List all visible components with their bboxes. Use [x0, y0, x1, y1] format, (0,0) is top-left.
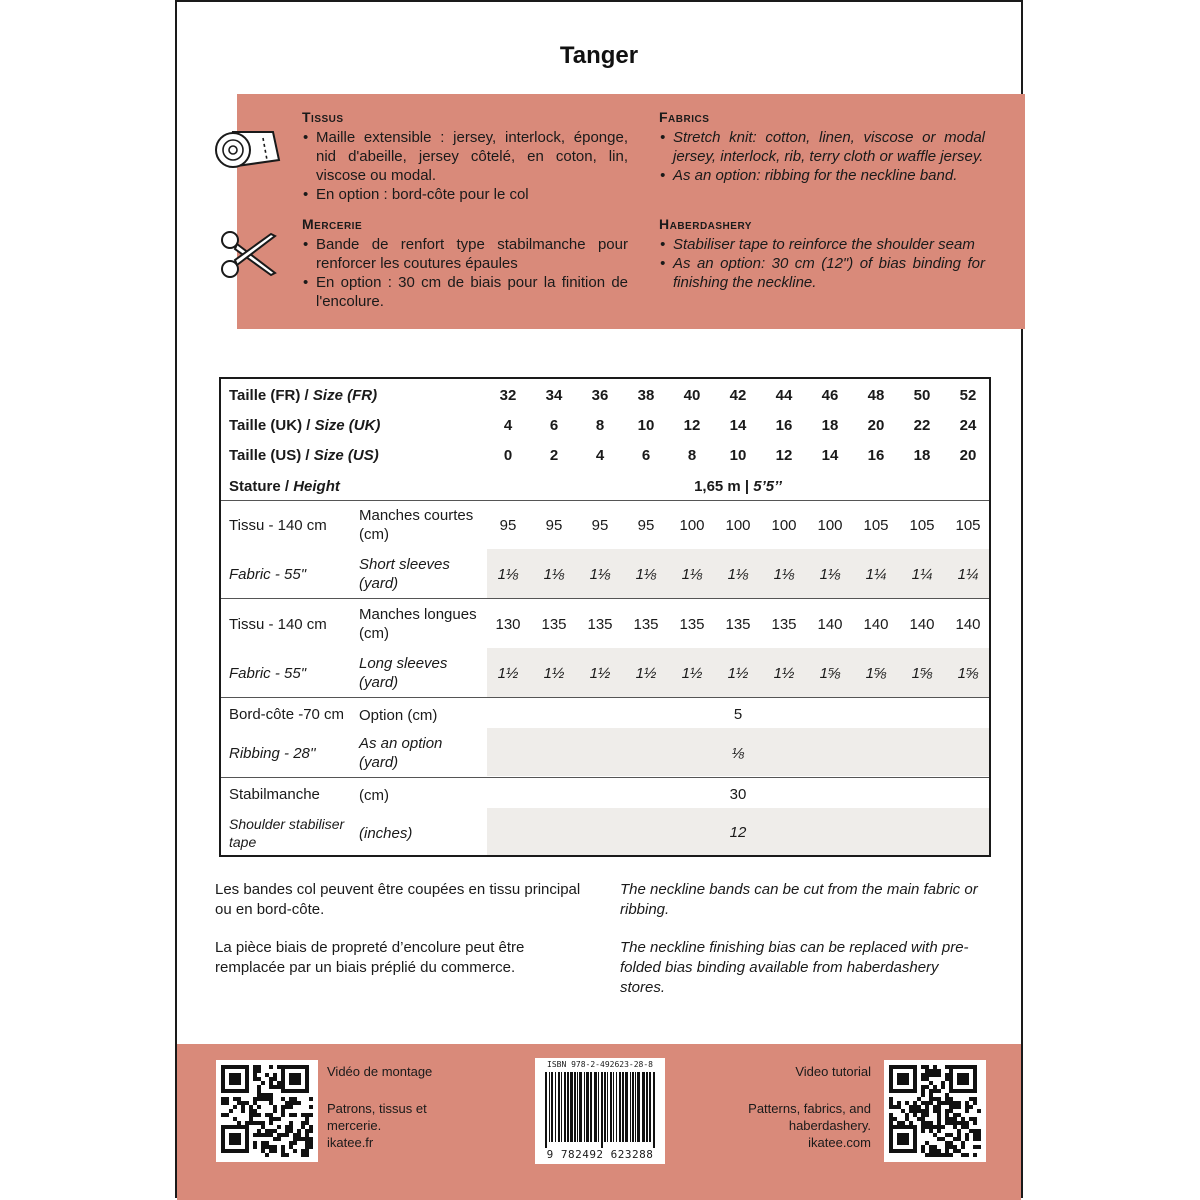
table-cell: 1½: [497, 665, 519, 682]
notes-fr: [215, 880, 590, 996]
footer-en-video: Video tutorial: [795, 1064, 871, 1079]
stab-fr-sub: (cm): [359, 787, 389, 804]
table-cell: 4: [595, 447, 605, 464]
table-cell: 32: [499, 387, 517, 404]
fabric-roll-icon: [215, 124, 281, 174]
rib-en-sub: As an option (yard): [359, 735, 443, 771]
stab-en-label: Shoulder stabiliser tape: [229, 816, 345, 850]
table-cell: 1½: [589, 665, 611, 682]
page-title: Tanger: [559, 42, 639, 69]
table-cell: 1⅛: [681, 566, 703, 583]
table-cell: 4: [503, 417, 513, 434]
table-cell: 16: [775, 417, 793, 434]
table-cell: 1¼: [911, 566, 933, 583]
table-cell: 105: [955, 517, 981, 534]
notions-en-item: • Stabiliser tape to reinforce the shoulder seam: [673, 235, 985, 254]
table-row-size-us: [221, 447, 989, 471]
table-cell: 38: [637, 387, 655, 404]
table-cell: 16: [867, 447, 885, 464]
scissors-icon: [219, 229, 279, 281]
qr-code-fr[interactable]: [216, 1060, 318, 1162]
table-row-rib-en: [221, 728, 989, 776]
table-cell: 14: [821, 447, 839, 464]
footer-en-shop: Patterns, fabrics, and haberdashery.: [748, 1101, 871, 1133]
table-cell: 135: [771, 616, 797, 633]
long-en-sub: Long sleeves (yard): [359, 655, 448, 691]
rib-fr-value: 5: [733, 706, 743, 723]
table-cell: 52: [959, 387, 977, 404]
size-us-label-en: Size (US): [313, 447, 379, 464]
table-cell: 10: [729, 447, 747, 464]
table-row-height: [221, 478, 989, 502]
height-value: 1,65 m |: [694, 478, 754, 495]
table-cell: 105: [909, 517, 935, 534]
table-cell: 1⅛: [773, 566, 795, 583]
barcode-bars: [545, 1072, 657, 1148]
table-cell: 1½: [681, 665, 703, 682]
notions-fr-item: • En option : 30 cm de biais pour la finition de l'encolure.: [316, 273, 628, 311]
size-chart-table: [219, 377, 991, 857]
table-cell: 135: [679, 616, 705, 633]
table-cell: 1⅝: [865, 665, 887, 682]
rib-fr-label: Bord-côte -70 cm: [229, 706, 345, 723]
isbn-barcode: [535, 1058, 665, 1164]
stab-en-value: 12: [729, 824, 747, 841]
table-cell: 10: [637, 417, 655, 434]
footer-fr-shop: Patrons, tissus et mercerie.: [327, 1101, 427, 1133]
table-cell: 100: [771, 517, 797, 534]
table-cell: 20: [867, 417, 885, 434]
table-cell: 12: [775, 447, 793, 464]
table-cell: 1⅛: [589, 566, 611, 583]
table-row-size-fr: [221, 387, 989, 411]
table-cell: 95: [591, 517, 609, 534]
table-cell: 95: [637, 517, 655, 534]
size-uk-label-en: Size (UK): [314, 417, 381, 434]
table-cell: 1⅛: [635, 566, 657, 583]
note-fr: Les bandes col peuvent être coupées en tissu principal ou en bord-côte.: [215, 881, 581, 918]
height-label: Stature /: [229, 478, 294, 495]
barcode-digits: 9 782492 623288: [546, 1148, 654, 1161]
table-cell: 1½: [543, 665, 565, 682]
long-en-label: Fabric - 55": [229, 665, 307, 682]
table-row-stab-fr: [221, 778, 989, 808]
table-cell: 1⅛: [727, 566, 749, 583]
table-cell: 48: [867, 387, 885, 404]
table-cell: 1¼: [865, 566, 887, 583]
table-cell: 20: [959, 447, 977, 464]
short-fr-sub: Manches courtes (cm): [359, 507, 474, 543]
table-cell: 1⅛: [819, 566, 841, 583]
table-cell: 1⅝: [957, 665, 979, 682]
table-cell: 2: [549, 447, 559, 464]
fabrics-en-section: [659, 108, 985, 185]
footer-en-site[interactable]: ikatee.com: [808, 1135, 871, 1150]
table-cell: 100: [679, 517, 705, 534]
table-row-stab-en: [221, 808, 989, 855]
short-en-label: Fabric - 55": [229, 566, 307, 583]
fabrics-en-heading: Fabrics: [659, 109, 710, 125]
table-cell: 6: [641, 447, 651, 464]
table-cell: 0: [503, 447, 513, 464]
footer-fr-site[interactable]: ikatee.fr: [327, 1135, 374, 1150]
note-en: The neckline finishing bias can be replaced with pre-folded bias binding available from haberdashery stores.: [620, 939, 969, 996]
table-row-long-fr: [221, 599, 989, 648]
notions-fr-heading: Mercerie: [302, 216, 363, 232]
table-cell: 50: [913, 387, 931, 404]
table-cell: 6: [549, 417, 559, 434]
fabrics-fr-item: • En option : bord-côte pour le col: [316, 185, 628, 204]
table-cell: 12: [683, 417, 701, 434]
table-cell: 1¼: [957, 566, 979, 583]
table-cell: 36: [591, 387, 609, 404]
fabrics-fr-item: • Maille extensible : jersey, interlock, éponge, nid d'abeille, jersey côtelé, en coton, lin, viscose ou modal.: [316, 128, 628, 185]
notions-fr-item: • Bande de renfort type stabilmanche pour renforcer les coutures épaules: [316, 235, 628, 273]
notes-en: [620, 880, 985, 1016]
table-cell: 140: [955, 616, 981, 633]
notions-en-section: [659, 215, 985, 292]
table-cell: 135: [633, 616, 659, 633]
fabrics-en-item: • Stretch knit: cotton, linen, viscose or modal jersey, interlock, rib, terry cloth or waffle jersey.: [673, 128, 985, 166]
table-row-short-fr: [221, 501, 989, 549]
table-cell: 40: [683, 387, 701, 404]
footer-band: [177, 1044, 1021, 1200]
rib-en-value: ⅛: [731, 745, 745, 762]
stab-en-sub: (inches): [359, 825, 413, 842]
table-cell: 135: [725, 616, 751, 633]
table-cell: 135: [541, 616, 567, 633]
table-cell: 8: [687, 447, 697, 464]
isbn-text: ISBN 978-2-492623-28-8: [547, 1060, 653, 1069]
table-row-size-uk: [221, 417, 989, 441]
stab-fr-label: Stabilmanche: [229, 786, 320, 803]
table-cell: 140: [863, 616, 889, 633]
table-cell: 1½: [727, 665, 749, 682]
note-fr: La pièce biais de propreté d’encolure peut être remplacée par un biais préplié du commerce.: [215, 939, 525, 976]
height-value-en: 5’5’’: [753, 478, 782, 495]
long-fr-sub: Manches longues (cm): [359, 606, 477, 642]
pattern-back-cover: [175, 0, 1023, 1198]
supplies-panel: [237, 94, 1025, 329]
table-cell: 46: [821, 387, 839, 404]
stab-fr-value: 30: [729, 786, 747, 803]
table-cell: 100: [725, 517, 751, 534]
table-cell: 18: [821, 417, 839, 434]
fabrics-fr-section: [302, 108, 628, 204]
table-cell: 14: [729, 417, 747, 434]
table-cell: 140: [817, 616, 843, 633]
table-cell: 8: [595, 417, 605, 434]
long-fr-label: Tissu - 140 cm: [229, 616, 327, 633]
qr-code-en[interactable]: [884, 1060, 986, 1162]
size-uk-label: Taille (UK) /: [229, 417, 315, 434]
short-fr-label: Tissu - 140 cm: [229, 517, 327, 534]
size-fr-label: Taille (FR) /: [229, 387, 313, 404]
table-cell: 24: [959, 417, 977, 434]
height-label-en: Height: [293, 478, 340, 495]
table-cell: 22: [913, 417, 931, 434]
short-en-sub: Short sleeves (yard): [359, 556, 450, 592]
note-en: The neckline bands can be cut from the main fabric or ribbing.: [620, 881, 978, 918]
table-row-short-en: [221, 549, 989, 598]
table-cell: 1⅝: [911, 665, 933, 682]
table-cell: 135: [587, 616, 613, 633]
table-row-rib-fr: [221, 698, 989, 728]
fabrics-en-item: • As an option: ribbing for the neckline band.: [673, 166, 985, 185]
fabrics-fr-heading: Tissus: [302, 109, 344, 125]
table-cell: 100: [817, 517, 843, 534]
table-cell: 1⅛: [543, 566, 565, 583]
rib-en-label: Ribbing - 28'': [229, 745, 316, 762]
rib-fr-sub: Option (cm): [359, 707, 438, 724]
table-cell: 1⅝: [819, 665, 841, 682]
notions-en-heading: Haberdashery: [659, 216, 752, 232]
table-row-long-en: [221, 648, 989, 697]
table-cell: 18: [913, 447, 931, 464]
table-cell: 95: [499, 517, 517, 534]
table-cell: 42: [729, 387, 747, 404]
table-cell: 1½: [635, 665, 657, 682]
table-cell: 95: [545, 517, 563, 534]
footer-fr-video: Vidéo de montage: [327, 1064, 433, 1079]
table-cell: 44: [775, 387, 793, 404]
table-cell: 1⅛: [497, 566, 519, 583]
notions-en-item: • As an option: 30 cm (12") of bias binding for finishing the neckline.: [673, 254, 985, 292]
notions-fr-section: [302, 215, 628, 311]
size-us-label: Taille (US) /: [229, 447, 314, 464]
table-cell: 130: [495, 616, 521, 633]
table-cell: 34: [545, 387, 563, 404]
table-cell: 140: [909, 616, 935, 633]
size-fr-label-en: Size (FR): [312, 387, 378, 404]
table-cell: 105: [863, 517, 889, 534]
table-cell: 1½: [773, 665, 795, 682]
